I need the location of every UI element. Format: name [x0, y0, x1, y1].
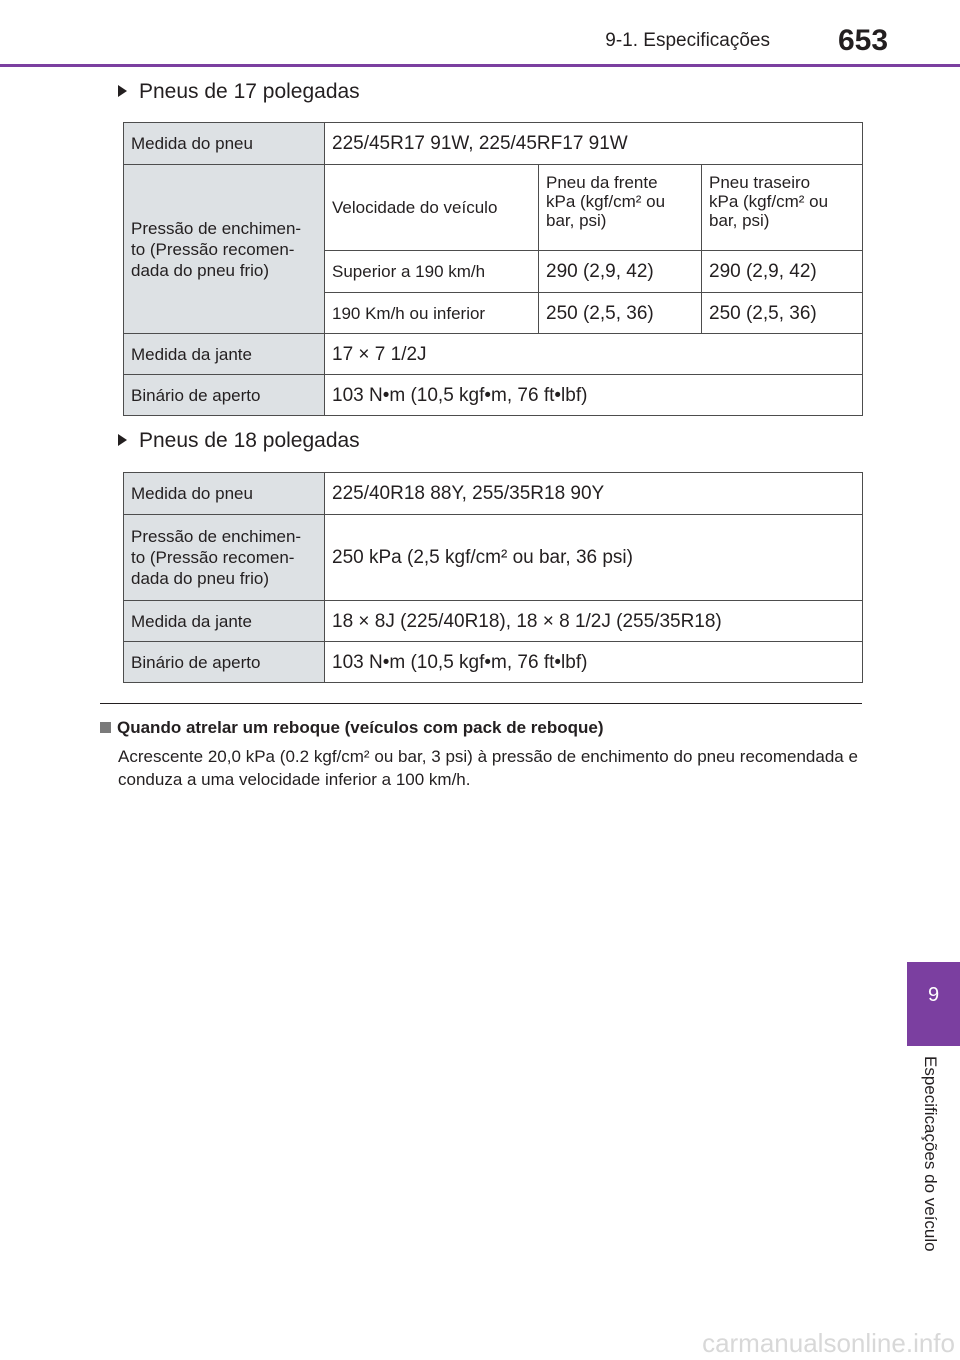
table-row	[124, 473, 863, 515]
tire-table-18	[123, 472, 863, 683]
section-heading-18-text: Pneus de 18 polegadas	[139, 429, 360, 452]
rim-value: 17 × 7 1/2J	[325, 334, 863, 375]
rear-pressure-cell: 250 (2,5, 36)	[702, 293, 863, 334]
rear-pressure-cell: 290 (2,9, 42)	[702, 251, 863, 293]
tire-size-label: Medida do pneu	[124, 123, 325, 165]
note-heading-text: Quando atrelar um reboque (veículos com pack de reboque)	[117, 718, 604, 737]
tire-size-value: 225/40R18 88Y, 255/35R18 90Y	[325, 473, 863, 515]
chapter-label: Especificações do veículo	[921, 1056, 940, 1252]
watermark: carmanualsonline.info	[702, 1328, 955, 1358]
section-divider	[100, 703, 862, 704]
square-bullet-icon	[100, 722, 111, 733]
torque-label: Binário de aperto	[124, 642, 325, 683]
triangle-bullet-icon	[118, 85, 127, 97]
column-header-front: Pneu da frente kPa (kgf/cm² ou bar, psi)	[539, 165, 702, 251]
tire-table-17	[123, 122, 863, 416]
column-header-speed: Velocidade do veículo	[325, 165, 539, 251]
section-heading-18	[118, 429, 360, 453]
tire-size-label: Medida do pneu	[124, 473, 325, 515]
front-pressure-cell: 250 (2,5, 36)	[539, 293, 702, 334]
table-row	[124, 165, 863, 251]
torque-value: 103 N•m (10,5 kgf•m, 76 ft•lbf)	[325, 642, 863, 683]
chapter-tab	[907, 962, 960, 1046]
speed-cell: 190 Km/h ou inferior	[325, 293, 539, 334]
table-row	[124, 515, 863, 601]
torque-value: 103 N•m (10,5 kgf•m, 76 ft•lbf)	[325, 375, 863, 416]
section-heading-17-text: Pneus de 17 polegadas	[139, 80, 360, 103]
note-body: Acrescente 20,0 kPa (0.2 kgf/cm² ou bar, 3 psi) à pressão de enchimento do pneu recomendada e conduza a uma velocidade inferior a 100 km/h.	[118, 747, 858, 789]
table-row	[124, 601, 863, 642]
section-heading-17	[118, 80, 360, 104]
speed-cell: Superior a 190 km/h	[325, 251, 539, 293]
pressure-value: 250 kPa (2,5 kgf/cm² ou bar, 36 psi)	[325, 515, 863, 601]
column-header-rear: Pneu traseiro kPa (kgf/cm² ou bar, psi)	[702, 165, 863, 251]
page-number: 653	[838, 24, 889, 57]
table-row	[124, 642, 863, 683]
table-row	[124, 334, 863, 375]
pressure-label: Pressão de enchimen- to (Pressão recomen- dada do pneu frio)	[124, 515, 325, 601]
torque-label: Binário de aperto	[124, 375, 325, 416]
rim-value: 18 × 8J (225/40R18), 18 × 8 1/2J (255/35R18)	[325, 601, 863, 642]
header-rule	[0, 64, 960, 67]
section-header-title: 9-1. Especificações	[605, 30, 770, 51]
tire-size-value: 225/45R17 91W, 225/45RF17 91W	[325, 123, 863, 165]
table-row	[124, 123, 863, 165]
triangle-bullet-icon	[118, 434, 127, 446]
rim-label: Medida da jante	[124, 334, 325, 375]
table-row	[124, 375, 863, 416]
front-pressure-cell: 290 (2,9, 42)	[539, 251, 702, 293]
pressure-label: Pressão de enchimen- to (Pressão recomen- dada do pneu frio)	[124, 165, 325, 334]
note-heading	[100, 718, 604, 738]
chapter-number: 9	[927, 984, 940, 1006]
rim-label: Medida da jante	[124, 601, 325, 642]
